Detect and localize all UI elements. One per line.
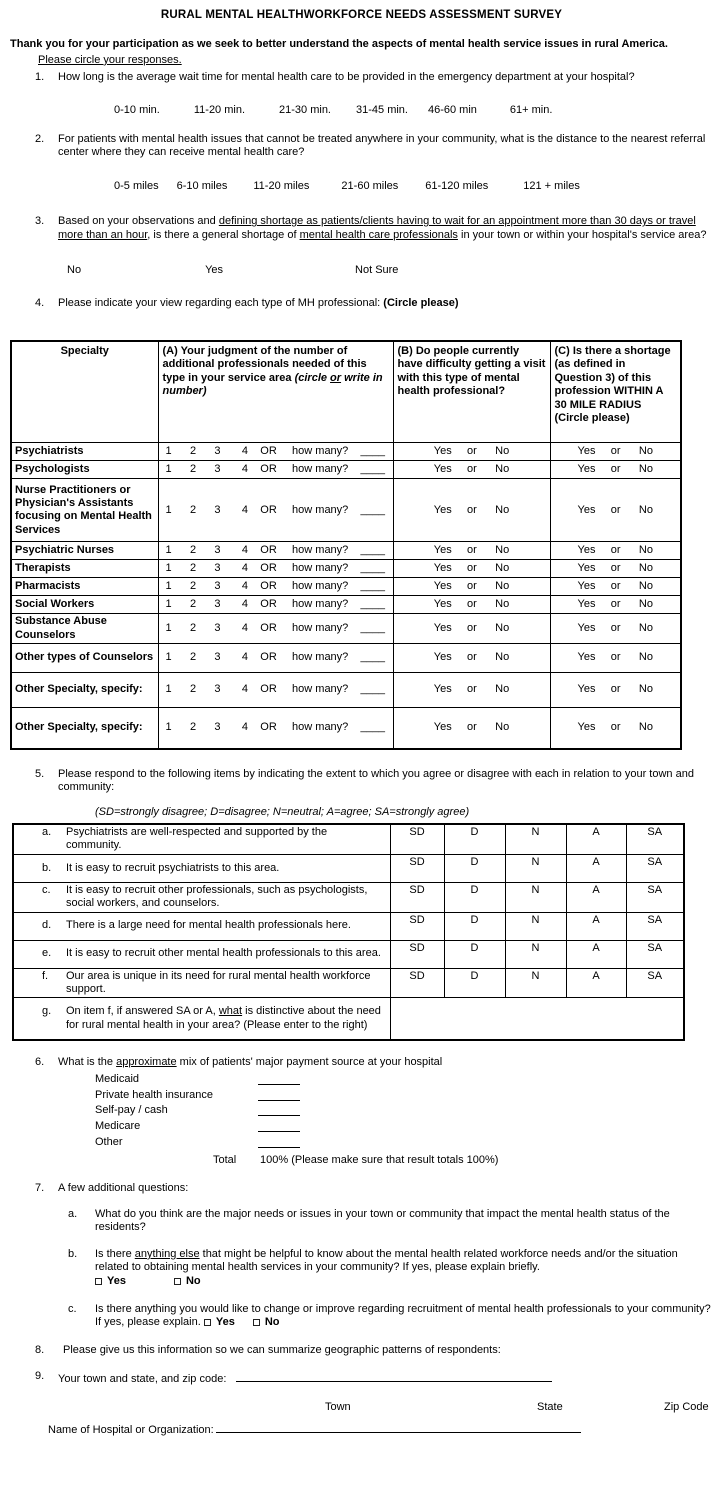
agree-option-sd[interactable]: SD [390,882,444,912]
organization-line [48,1421,723,1437]
question-1-text: How long is the average wait time for mental health care to be provided in the emergency department at your hospital? [58,71,635,84]
payment-blank[interactable] [258,1104,300,1116]
difficulty-yes-no[interactable]: Yes or No [393,479,550,542]
q1-option[interactable]: 11-20 min. [193,103,246,116]
shortage-yes-no[interactable]: Yes or No [550,578,681,596]
table-row [11,479,681,542]
question-7-number: 7. [35,1181,45,1194]
shortage-yes-no[interactable]: Yes or No [550,644,681,673]
difficulty-yes-no[interactable]: Yes or No [393,708,550,749]
agree-option-a[interactable]: A [566,940,626,968]
question-7b-yesno [95,1275,713,1288]
agree-option-sa[interactable]: SA [626,882,684,912]
difficulty-yes-no[interactable]: Yes or No [393,461,550,479]
payment-row [95,1136,723,1152]
item-text: It is easy to recruit other mental health professionals to this area. [66,947,381,960]
question-4-text: Please indicate your view regarding each type of MH professional: (Circle please) [58,297,459,310]
question-1-number: 1. [35,71,45,84]
question-7b [0,1248,723,1288]
agree-option-n[interactable]: N [505,824,566,854]
question-3-options [0,264,723,277]
question-7 [0,1182,723,1195]
q2-option[interactable]: 21-60 miles [341,179,399,192]
question-9 [0,1370,723,1386]
header-specialty: Specialty [11,341,158,443]
payment-label: Medicare [95,1120,141,1133]
agree-option-d[interactable]: D [444,854,505,882]
specialty-label: Psychiatric Nurses [11,542,158,560]
agree-option-sa[interactable]: SA [626,940,684,968]
item-text: Psychiatrists are well-respected and supported by the community. [66,825,328,852]
agree-option-d[interactable]: D [444,968,505,998]
no-label[interactable]: No [185,1274,201,1287]
needed-count-options[interactable]: 1 2 3 4 OR how many? ____ [158,479,393,542]
payment-label: Private health insurance [95,1088,214,1101]
yes-label[interactable]: Yes [215,1316,235,1329]
question-6-number: 6. [35,1055,45,1068]
agree-option-sd[interactable]: SD [390,968,444,998]
agree-option-a[interactable]: A [566,882,626,912]
needed-count-options[interactable]: 1 2 3 4 OR how many? ____ [158,542,393,560]
checkbox-yes-icon[interactable] [204,1319,211,1326]
town-label: Town [325,1400,351,1413]
agree-option-sd[interactable]: SD [390,912,444,940]
agree-option-a[interactable]: A [566,824,626,854]
question-7-text: A few additional questions: [58,1181,189,1194]
header-col-a: (A) Your judgment of the number of additional professionals needed of this type in your service area (circle or write in number) [158,341,393,443]
table-row [11,644,681,673]
agree-option-n[interactable]: N [505,940,566,968]
shortage-yes-no[interactable]: Yes or No [550,479,681,542]
agree-option-sd[interactable]: SD [390,824,444,854]
specialty-label: Therapists [11,560,158,578]
q1-option[interactable]: 0-10 min. [114,103,160,116]
specialty-label: Psychiatrists [11,443,158,461]
question-2-text: For patients with mental health issues that cannot be treated anywhere in your community, what is the distance to the nearest referral center where they can receive mental health care? [58,133,706,159]
write-in-area[interactable] [390,998,684,1040]
table-header-row [11,341,681,443]
difficulty-yes-no[interactable]: Yes or No [393,673,550,708]
payment-blank[interactable] [258,1120,300,1132]
agree-option-sa[interactable]: SA [626,854,684,882]
agree-option-sa[interactable]: SA [626,968,684,998]
organization-blank[interactable] [216,1421,581,1433]
shortage-yes-no[interactable]: Yes or No [550,708,681,749]
specialty-label: Psychologists [11,461,158,479]
q1-option[interactable]: 31-45 min. [356,103,408,116]
item-letter: c. [42,883,51,896]
agree-option-d[interactable]: D [444,912,505,940]
agree-option-d[interactable]: D [444,824,505,854]
geo-labels-row [0,1401,723,1414]
agree-option-d[interactable]: D [444,882,505,912]
payment-blank[interactable] [258,1073,300,1085]
specialty-label: Nurse Practitioners or Physician's Assistants focusing on Mental Health Services [11,479,158,542]
checkbox-no-icon[interactable] [253,1319,260,1326]
agree-option-sa[interactable]: SA [626,912,684,940]
table-row [11,578,681,596]
payment-row [95,1089,723,1105]
q1-option[interactable]: 46-60 min [427,103,477,116]
shortage-yes-no[interactable]: Yes or No [550,614,681,644]
question-5-text: Please respond to the following items by indicating the extent to which you agree or disagree with each in relation to your town and community: [58,767,694,794]
item-text: It is easy to recruit psychiatrists to this area. [66,861,280,874]
needed-count-options[interactable]: 1 2 3 4 OR how many? ____ [158,578,393,596]
agree-option-a[interactable]: A [566,968,626,998]
agreement-row [13,854,684,882]
item-letter: f. [42,969,49,982]
specialty-label: Other types of Counselors [11,644,158,673]
specialty-label: Other Specialty, specify: [11,673,158,708]
q3-option[interactable]: Yes [205,264,224,277]
table-row [11,673,681,708]
difficulty-yes-no[interactable]: Yes or No [393,644,550,673]
professional-needs-table [10,340,682,750]
needed-count-options[interactable]: 1 2 3 4 OR how many? ____ [158,461,393,479]
q2-option[interactable]: 6-10 miles [176,179,228,192]
item-letter: a. [42,825,52,838]
question-4 [0,297,723,310]
question-3 [0,215,723,242]
item-text: Our area is unique in its need for rural mental health workforce support. [66,969,371,995]
payment-list [0,1073,723,1167]
survey-title: RURAL MENTAL HEALTHWORKFORCE NEEDS ASSESSMENT SURVEY [160,9,563,21]
payment-label: Self-pay / cash [95,1104,168,1117]
agree-option-n[interactable]: N [505,968,566,998]
item-text: On item f, if answered SA or A, what is distinctive about the need for rural mental health in your area? (Please enter to the right) [66,1005,381,1031]
payment-blank[interactable] [258,1089,300,1101]
question-6-text: What is the approximate mix of patients' major payment source at your hospital [58,1055,443,1068]
item-letter: d. [42,919,52,932]
shortage-yes-no[interactable]: Yes or No [550,461,681,479]
shortage-yes-no[interactable]: Yes or No [550,596,681,614]
state-label: State [537,1400,563,1413]
agree-option-a[interactable]: A [566,854,626,882]
item-letter: b. [42,861,52,874]
specialty-label: Pharmacists [11,578,158,596]
specialty-label: Other Specialty, specify: [11,708,158,749]
needed-count-options[interactable]: 1 2 3 4 OR how many? ____ [158,644,393,673]
shortage-yes-no[interactable]: Yes or No [550,443,681,461]
question-8-number: 8. [35,1343,45,1356]
q2-option[interactable]: 0-5 miles [114,179,159,192]
table-row [11,708,681,749]
agree-option-sd[interactable]: SD [390,854,444,882]
needed-count-options[interactable]: 1 2 3 4 OR how many? ____ [158,443,393,461]
item-text: There is a large need for mental health professionals here. [66,919,351,932]
intro-paragraph: Thank you for your participation as we seek to better understand the aspects of mental health service issues in rural America. [10,38,668,51]
no-label[interactable]: No [264,1316,280,1329]
agree-option-d[interactable]: D [444,940,505,968]
payment-row [95,1073,723,1089]
difficulty-yes-no[interactable]: Yes or No [393,560,550,578]
payment-label: Medicaid [95,1073,140,1086]
table-row [11,614,681,644]
question-1 [0,71,723,84]
q3-option[interactable]: No [67,264,82,277]
checkbox-no-icon[interactable] [174,1278,181,1285]
question-7a-letter: a. [68,1208,78,1221]
question-3-number: 3. [35,215,45,228]
difficulty-yes-no[interactable]: Yes or No [393,614,550,644]
agreement-row [13,912,684,940]
difficulty-yes-no[interactable]: Yes or No [393,596,550,614]
total-note: 100% (Please make sure that result totals 100%) [260,1154,499,1167]
needed-count-options[interactable]: 1 2 3 4 OR how many? ____ [158,596,393,614]
agree-option-n[interactable]: N [505,854,566,882]
question-3-text: Based on your observations and defining shortage as patients/clients having to wait for an appointment more than 30 days or travel more than an hour, is there a general shortage of mental health care professionals in your town or within your hospital's service area? [58,215,707,241]
yes-label[interactable]: Yes [107,1274,126,1287]
question-7c-letter: c. [68,1303,77,1316]
specialty-label: Social Workers [11,596,158,614]
question-9-text: Your town and state, and zip code: [58,1370,715,1386]
needed-count-options[interactable]: 1 2 3 4 OR how many? ____ [158,614,393,644]
q1-option[interactable]: 21-30 min. [279,103,331,116]
agreement-row [13,968,684,998]
question-7a-text: What do you think are the major needs or issues in your town or community that impact the mental health status of the residents? [95,1208,670,1234]
agreement-legend: (SD=strongly disagree; D=disagree; N=neutral; A=agree; SA=strongly agree) [95,805,470,818]
q2-option[interactable]: 121 + miles [523,179,580,192]
q3-option[interactable]: Not Sure [355,264,399,277]
table-row [11,443,681,461]
checkbox-yes-icon[interactable] [95,1278,102,1285]
payment-label: Other [95,1135,123,1148]
question-2 [0,133,723,160]
question-2-options [0,180,723,193]
agree-option-n[interactable]: N [505,912,566,940]
question-5 [0,768,723,795]
agree-option-n[interactable]: N [505,882,566,912]
shortage-yes-no[interactable]: Yes or No [550,560,681,578]
difficulty-yes-no[interactable]: Yes or No [393,443,550,461]
shortage-yes-no[interactable]: Yes or No [550,542,681,560]
q2-option[interactable]: 11-20 miles [253,179,310,192]
header-col-b: (B) Do people currently have difficulty getting a visit with this type of mental health professional? [393,341,550,443]
question-7a [0,1208,723,1235]
question-1-options [0,104,723,117]
question-5-number: 5. [35,767,45,780]
table-row [11,560,681,578]
agree-option-sa[interactable]: SA [626,824,684,854]
question-6 [0,1056,723,1069]
question-7b-text: Is there anything else that might be helpful to know about the mental health related workforce needs and/or the situation related to obtaining mental health services in your community? If yes, please explain briefly. Yes No [95,1248,713,1288]
q2-option[interactable]: 61-120 miles [425,179,489,192]
agreement-row [13,940,684,968]
question-2-number: 2. [35,133,45,146]
question-8 [0,1344,723,1357]
difficulty-yes-no[interactable]: Yes or No [393,578,550,596]
needed-count-options[interactable]: 1 2 3 4 OR how many? ____ [158,560,393,578]
total-label: Total [213,1154,237,1167]
needed-count-options[interactable]: 1 2 3 4 OR how many? ____ [158,673,393,708]
table-row [11,461,681,479]
agreement-row [13,882,684,912]
item-text: It is easy to recruit other professionals, such as psychologists, social workers, and counselors. [66,883,368,910]
question-7c [0,1303,723,1330]
q1-option[interactable]: 61+ min. [509,103,553,116]
zip-code-label: Zip Code [664,1400,709,1413]
total-row [213,1154,723,1167]
question-4-number: 4. [35,297,45,310]
shortage-yes-no[interactable]: Yes or No [550,673,681,708]
table-row [11,596,681,614]
town-state-zip-blank[interactable] [236,1370,552,1382]
organization-label: Name of Hospital or Organization: [48,1423,214,1436]
specialty-label: Substance Abuse Counselors [11,614,158,644]
agreement-row [13,824,684,854]
difficulty-yes-no[interactable]: Yes or No [393,542,550,560]
header-col-c: (C) Is there a shortage (as defined in Question 3) of this profession WITHIN A 30 MILE RADIUS (Circle please) [550,341,681,443]
question-9-number: 9. [35,1370,45,1383]
payment-blank[interactable] [258,1136,300,1148]
agreement-table [12,823,685,1041]
question-8-text: Please give us this information so we can summarize geographic patterns of respondents: [63,1343,501,1356]
agree-option-a[interactable]: A [566,912,626,940]
item-letter: e. [42,947,52,960]
circle-instruction: Please circle your responses. [38,53,182,66]
needed-count-options[interactable]: 1 2 3 4 OR how many? ____ [158,708,393,749]
question-7b-letter: b. [68,1247,78,1260]
payment-row [95,1120,723,1136]
table-row [11,542,681,560]
agreement-row-g [13,998,684,1040]
payment-row [95,1104,723,1120]
agree-option-sd[interactable]: SD [390,940,444,968]
question-7c-text: Is there anything you would like to change or improve regarding recruitment of mental health professionals to your community? If yes, please explain. Yes No [95,1303,711,1329]
item-letter: g. [42,1005,52,1018]
